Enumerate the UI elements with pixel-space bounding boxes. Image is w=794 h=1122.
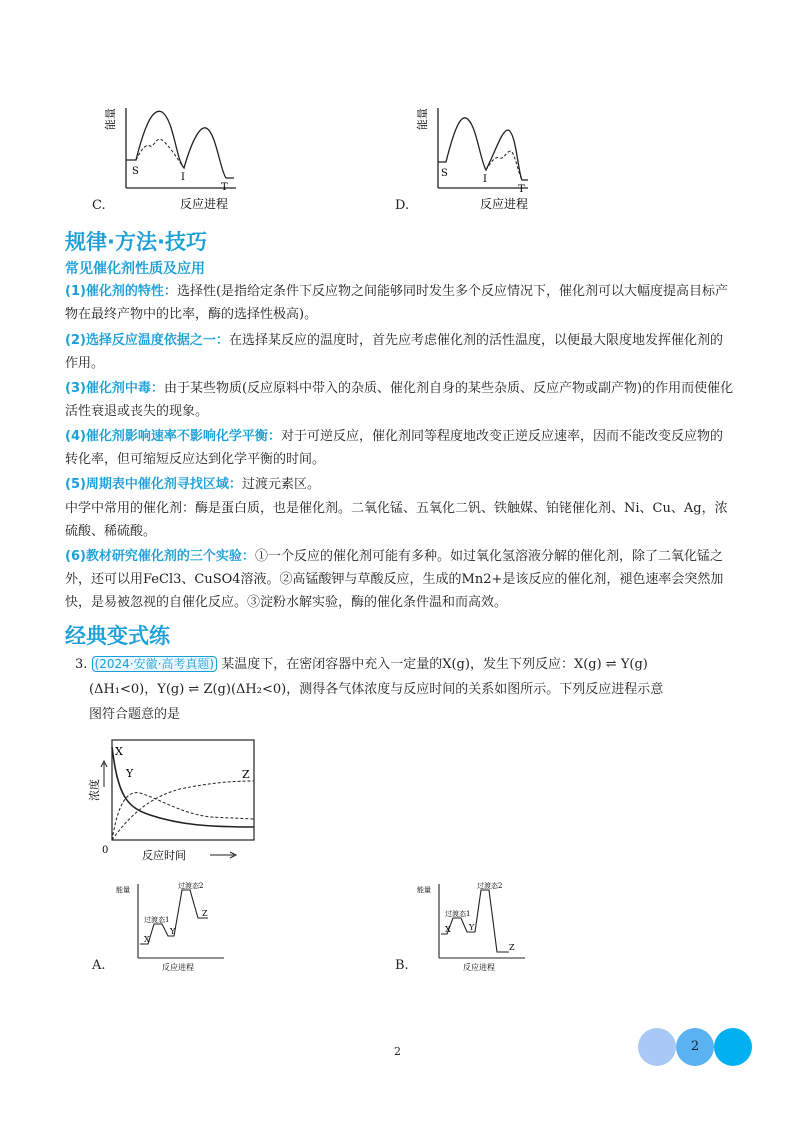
option-a-y: Y: [170, 927, 176, 936]
conc-label-y: Y: [126, 767, 134, 780]
question-text-1: 某温度下，在密闭容器中充入一定量的X(g)，发生下列反应：X(g) ⇌ Y(g): [221, 657, 648, 672]
point-5-label: (5)周期表中催化剂寻找区域：: [65, 477, 242, 492]
option-c-t: T: [221, 182, 228, 193]
option-a-ylabel: 能量: [116, 886, 130, 894]
option-b-letter[interactable]: B.: [395, 958, 409, 973]
option-d-letter[interactable]: D.: [395, 198, 410, 213]
point-3-text: 由于某些物质(反应原料中带入的杂质、催化剂自身的某些杂质、反应产物或副产物)的作用而使催化活性衰退或丧失的现象。: [65, 381, 734, 419]
option-d-s: S: [441, 168, 448, 179]
option-c-i: I: [181, 172, 185, 183]
option-c: [88, 100, 248, 218]
point-3-label: (3)催化剂中毒：: [65, 381, 164, 396]
badge-circle-left: [638, 1028, 676, 1066]
option-a: [112, 878, 232, 976]
option-b: [415, 878, 535, 976]
option-b-ts1: 过渡态1: [445, 910, 471, 918]
point-4: [65, 425, 735, 471]
option-b-z: Z: [509, 943, 515, 952]
concentration-chart-svg: [90, 735, 270, 865]
point-1: [65, 280, 735, 326]
option-d-i: I: [483, 174, 487, 185]
page-number: 2: [394, 1045, 401, 1058]
option-b-diagram: [415, 878, 535, 976]
option-c-letter[interactable]: C.: [92, 198, 106, 213]
question-text-2: (ΔH₁<0)，Y(g) ⇌ Z(g)(ΔH₂<0)，测得各气体浓度与反应时间的关系如图所示。下列反应进程示意: [89, 682, 664, 697]
option-d: [410, 100, 570, 218]
point-5-text: 过渡元素区。: [241, 477, 320, 492]
option-d-diagram: [410, 100, 570, 218]
option-a-z: Z: [202, 909, 208, 918]
point-2-text: 在选择某反应的温度时，首先应考虑催化剂的活性温度，以便最大限度地发挥催化剂的作用。: [65, 333, 723, 371]
option-c-s: S: [132, 166, 139, 177]
option-b-x: X: [445, 925, 451, 934]
option-c-ylabel: 能量: [104, 108, 117, 130]
conc-label-x: X: [115, 745, 123, 758]
option-a-xlabel: 反应进程: [162, 963, 194, 972]
point-1-text: 选择性(是指给定条件下反应物之间能够同时发生多个反应情况下，催化剂可以大幅度提高目标产物在最终产物中的比率，酶的选择性极高)。: [65, 284, 729, 322]
conc-xlabel: 反应时间: [142, 849, 186, 862]
option-b-xlabel: 反应进程: [463, 963, 495, 972]
option-a-letter[interactable]: A.: [92, 958, 106, 973]
conc-ylabel: 浓度: [88, 779, 101, 801]
option-b-ylabel: 能量: [417, 886, 431, 894]
point-2-label: (2)选择反应温度依据之一：: [65, 333, 229, 348]
section-title-practice: 经典变式练: [65, 624, 170, 648]
point-4-text: 对于可逆反应，催化剂同等程度地改变正逆反应速率，因而不能改变反应物的转化率，但可缩短反应达到化学平衡的时间。: [65, 429, 723, 467]
question-number: 3.: [75, 657, 88, 672]
question-3: [75, 652, 735, 727]
option-b-y: Y: [469, 923, 475, 932]
option-a-ts2: 过渡态2: [178, 882, 204, 890]
point-4-label: (4)催化剂影响速率不影响化学平衡：: [65, 429, 281, 444]
section-title-methods: 规律·方法·技巧: [65, 230, 207, 254]
option-d-xlabel: 反应进程: [480, 197, 529, 211]
point-2: [65, 329, 735, 375]
question-source-tag: (2024·安徽·高考真题): [92, 656, 218, 672]
option-d-ylabel: 能量: [416, 108, 429, 130]
point-5: [65, 473, 735, 496]
point-6-label: (6)教材研究催化剂的三个实验：: [65, 549, 255, 564]
question-line-1: [75, 652, 735, 677]
point-1-label: (1)催化剂的特性：: [65, 284, 177, 299]
option-a-ts1: 过渡态1: [144, 916, 170, 924]
point-6-text: ①一个反应的催化剂可能有多种。如过氧化氢溶液分解的催化剂，除了二氧化锰之外，还可以用FeCl3、CuSO4溶液。②高锰酸钾与草酸反应，生成的Mn2+是该反应的催化剂，褪色速率会突然加快，是易被忽视的自催化反应。③淀粉水解实验，酶的催化条件温和而高效。: [65, 549, 724, 610]
badge-circle-right: [714, 1028, 752, 1066]
option-c-xlabel: 反应进程: [180, 197, 229, 211]
point-3: [65, 377, 735, 423]
conc-origin: 0: [102, 845, 109, 856]
conc-label-z: Z: [242, 768, 250, 781]
option-d-t: T: [518, 184, 525, 195]
option-a-x: X: [144, 935, 150, 944]
point-6: [65, 545, 735, 614]
option-b-ts2: 过渡态2: [477, 882, 503, 890]
page-badge: [638, 1028, 754, 1066]
concentration-chart: [90, 735, 270, 865]
option-a-diagram: [112, 878, 232, 976]
common-catalysts: 中学中常用的催化剂：酶是蛋白质，也是催化剂。二氧化锰、五氧化二钒、铁触媒、铂铑催化剂、Ni、Cu、Ag，浓硫酸、稀硫酸。: [65, 501, 728, 539]
section-subtitle-catalysts: 常见催化剂性质及应用: [65, 261, 205, 277]
question-text-3: 图符合题意的是: [89, 707, 181, 722]
badge-number: 2: [690, 1039, 700, 1054]
option-c-diagram: [88, 100, 248, 218]
